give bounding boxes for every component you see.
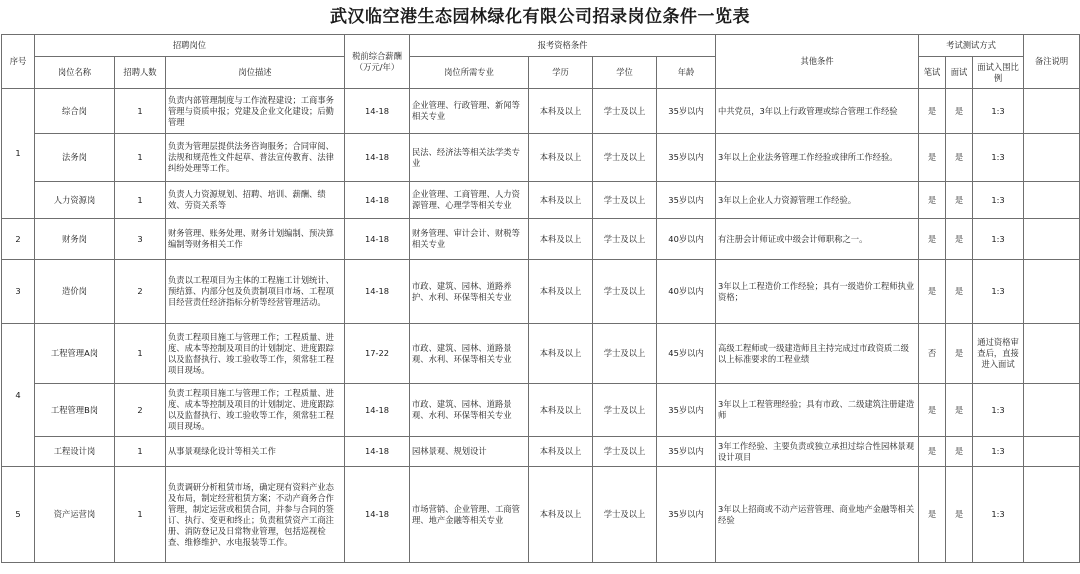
major-cell: 市政、建筑、园林、道路景观、水利、环保等相关专业 — [410, 324, 529, 384]
education-cell: 本科及以上 — [529, 324, 593, 384]
header-post-desc: 岗位描述 — [166, 57, 345, 89]
written-cell: 是 — [919, 437, 946, 467]
degree-cell: 学士及以上 — [593, 134, 657, 182]
written-cell: 是 — [919, 89, 946, 134]
recruit-count-cell: 1 — [115, 324, 166, 384]
remark-cell — [1024, 134, 1080, 182]
post-desc-cell: 负责内部管理制度与工作流程建设；工商事务管理与资质申报；党建及企业文化建设；后勤管理 — [166, 89, 345, 134]
header-row-1 — [2, 35, 1080, 57]
education-cell: 本科及以上 — [529, 467, 593, 563]
recruit-count-cell: 1 — [115, 467, 166, 563]
post-desc-cell: 负责调研分析租赁市场，确定现有资料产业态及布局，制定经营租赁方案；不动产商务合作管理，制定运营或租赁合同，并参与合同的签订、执行、变更和终止；负责租赁资产工商注册、消防登记及日常物业管理，包括巡视检查、维修维护、水电报装等工作。 — [166, 467, 345, 563]
remark-cell — [1024, 260, 1080, 324]
salary-cell: 14-18 — [345, 384, 410, 437]
post-desc-cell: 从事景观绿化设计等相关工作 — [166, 437, 345, 467]
remark-cell — [1024, 89, 1080, 134]
major-cell: 园林景观、规划设计 — [410, 437, 529, 467]
post-name-cell: 工程管理A岗 — [35, 324, 115, 384]
header-remark: 备注说明 — [1024, 35, 1080, 89]
other-cell: 3年以上企业人力资源管理工作经验。 — [716, 182, 919, 219]
interview-cell: 是 — [946, 260, 973, 324]
post-desc-cell: 负责人力资源规划、招聘、培训、薪酬、绩效、劳资关系等 — [166, 182, 345, 219]
salary-cell: 14-18 — [345, 260, 410, 324]
header-written: 笔试 — [919, 57, 946, 89]
remark-cell — [1024, 384, 1080, 437]
degree-cell: 学士及以上 — [593, 219, 657, 260]
other-cell: 3年以上工程管理经验；具有市政、二级建筑注册建造师 — [716, 384, 919, 437]
ratio-cell: 1:3 — [973, 384, 1024, 437]
header-major: 岗位所需专业 — [410, 57, 529, 89]
post-desc-cell: 负责以工程项目为主体的工程施工计划统计、预结算、内部分包及负责制项目市场、工程项目经营责任经济指标分析等经营管理活动。 — [166, 260, 345, 324]
major-cell: 民法、经济法等相关法学类专业 — [410, 134, 529, 182]
age-cell: 35岁以内 — [657, 437, 716, 467]
salary-cell: 14-18 — [345, 467, 410, 563]
header-salary: 税前综合薪酬（万元/年） — [345, 35, 410, 89]
major-cell: 企业管理、工商管理、人力资源管理、心理学等相关专业 — [410, 182, 529, 219]
education-cell: 本科及以上 — [529, 384, 593, 437]
seq-cell: 5 — [2, 467, 35, 563]
remark-cell — [1024, 219, 1080, 260]
written-cell: 是 — [919, 219, 946, 260]
table-row — [2, 384, 1080, 437]
ratio-cell: 1:3 — [973, 134, 1024, 182]
degree-cell: 学士及以上 — [593, 260, 657, 324]
post-name-cell: 资产运营岗 — [35, 467, 115, 563]
major-cell: 企业管理、行政管理、新闻等相关专业 — [410, 89, 529, 134]
ratio-cell: 1:3 — [973, 260, 1024, 324]
table-row — [2, 467, 1080, 563]
post-name-cell: 人力资源岗 — [35, 182, 115, 219]
age-cell: 35岁以内 — [657, 134, 716, 182]
header-recruit-count: 招聘人数 — [115, 57, 166, 89]
header-ratio: 面试入围比例 — [973, 57, 1024, 89]
recruit-count-cell: 3 — [115, 219, 166, 260]
table-row — [2, 134, 1080, 182]
ratio-cell: 1:3 — [973, 467, 1024, 563]
salary-cell: 14-18 — [345, 219, 410, 260]
age-cell: 40岁以内 — [657, 219, 716, 260]
header-recruit-group: 招聘岗位 — [35, 35, 345, 57]
major-cell: 市政、建筑、园林、道路养护、水利、环保等相关专业 — [410, 260, 529, 324]
other-cell: 3年工作经验、主要负责或独立承担过综合性园林景观设计项目 — [716, 437, 919, 467]
major-cell: 财务管理、审计会计、财税等相关专业 — [410, 219, 529, 260]
seq-cell: 4 — [2, 324, 35, 467]
post-name-cell: 法务岗 — [35, 134, 115, 182]
ratio-cell: 1:3 — [973, 89, 1024, 134]
education-cell: 本科及以上 — [529, 437, 593, 467]
age-cell: 40岁以内 — [657, 260, 716, 324]
other-cell: 高级工程师或一级建造师且主持完成过市政资质二级以上标准要求的工程业绩 — [716, 324, 919, 384]
post-desc-cell: 负责工程项目施工与管理工作；工程质量、进度、成本等控制及项目的计划制定、进度跟踪以及监督执行、竣工验收等工作，须常驻工程项目现场。 — [166, 324, 345, 384]
written-cell: 是 — [919, 182, 946, 219]
education-cell: 本科及以上 — [529, 260, 593, 324]
interview-cell: 是 — [946, 219, 973, 260]
seq-cell: 3 — [2, 260, 35, 324]
header-qual-group: 报考资格条件 — [410, 35, 716, 57]
post-name-cell: 综合岗 — [35, 89, 115, 134]
recruitment-table — [1, 34, 1080, 563]
interview-cell: 是 — [946, 89, 973, 134]
post-desc-cell: 负责为管理层提供法务咨询服务；合同审阅、法规和规范性文件起草、普法宣传教育、法律纠纷处理等工作。 — [166, 134, 345, 182]
major-cell: 市政、建筑、园林、道路景观、水利、环保等相关专业 — [410, 384, 529, 437]
recruit-count-cell: 1 — [115, 89, 166, 134]
header-post-name: 岗位名称 — [35, 57, 115, 89]
header-interview: 面试 — [946, 57, 973, 89]
written-cell: 是 — [919, 134, 946, 182]
other-cell: 3年以上招商或不动产运营管理、商业地产金融等相关经验 — [716, 467, 919, 563]
page-title: 武汉临空港生态园林绿化有限公司招录岗位条件一览表 — [330, 7, 750, 27]
header-row-2 — [2, 57, 1080, 89]
table-row — [2, 324, 1080, 384]
degree-cell: 学士及以上 — [593, 437, 657, 467]
degree-cell: 学士及以上 — [593, 324, 657, 384]
age-cell: 35岁以内 — [657, 182, 716, 219]
ratio-cell: 1:3 — [973, 182, 1024, 219]
post-desc-cell: 财务管理、账务处理、财务计划编制、预决算编制等财务相关工作 — [166, 219, 345, 260]
ratio-cell: 1:3 — [973, 437, 1024, 467]
education-cell: 本科及以上 — [529, 134, 593, 182]
age-cell: 35岁以内 — [657, 384, 716, 437]
education-cell: 本科及以上 — [529, 219, 593, 260]
post-name-cell: 财务岗 — [35, 219, 115, 260]
seq-cell: 1 — [2, 89, 35, 219]
header-education: 学历 — [529, 57, 593, 89]
remark-cell — [1024, 324, 1080, 384]
interview-cell: 是 — [946, 182, 973, 219]
table-row — [2, 89, 1080, 134]
recruit-count-cell: 1 — [115, 182, 166, 219]
written-cell: 否 — [919, 324, 946, 384]
remark-cell — [1024, 437, 1080, 467]
degree-cell: 学士及以上 — [593, 89, 657, 134]
written-cell: 是 — [919, 467, 946, 563]
other-cell: 有注册会计师证或中级会计师职称之一。 — [716, 219, 919, 260]
ratio-cell: 通过资格审查后，直接进入面试 — [973, 324, 1024, 384]
salary-cell: 14-18 — [345, 437, 410, 467]
table-row — [2, 219, 1080, 260]
post-name-cell: 造价岗 — [35, 260, 115, 324]
degree-cell: 学士及以上 — [593, 182, 657, 219]
table-row — [2, 182, 1080, 219]
recruit-count-cell: 2 — [115, 384, 166, 437]
table-row — [2, 437, 1080, 467]
interview-cell: 是 — [946, 134, 973, 182]
interview-cell: 是 — [946, 437, 973, 467]
recruit-count-cell: 1 — [115, 437, 166, 467]
major-cell: 市场营销、企业管理、工商管理、地产金融等相关专业 — [410, 467, 529, 563]
ratio-cell: 1:3 — [973, 219, 1024, 260]
post-name-cell: 工程管理B岗 — [35, 384, 115, 437]
degree-cell: 学士及以上 — [593, 384, 657, 437]
post-desc-cell: 负责工程项目施工与管理工作；工程质量、进度、成本等控制及项目的计划制定、进度跟踪以及监督执行、竣工验收等工作，须常驻工程项目现场。 — [166, 384, 345, 437]
post-name-cell: 工程设计岗 — [35, 437, 115, 467]
header-degree: 学位 — [593, 57, 657, 89]
seq-cell: 2 — [2, 219, 35, 260]
interview-cell: 是 — [946, 384, 973, 437]
other-cell: 3年以上工程造价工作经验；具有一级造价工程师执业资格； — [716, 260, 919, 324]
education-cell: 本科及以上 — [529, 182, 593, 219]
age-cell: 35岁以内 — [657, 467, 716, 563]
age-cell: 45岁以内 — [657, 324, 716, 384]
interview-cell: 是 — [946, 324, 973, 384]
recruit-count-cell: 1 — [115, 134, 166, 182]
remark-cell — [1024, 182, 1080, 219]
header-other: 其他条件 — [716, 35, 919, 89]
salary-cell: 14-18 — [345, 89, 410, 134]
degree-cell: 学士及以上 — [593, 467, 657, 563]
interview-cell: 是 — [946, 467, 973, 563]
other-cell: 中共党员，3年以上行政管理或综合管理工作经验 — [716, 89, 919, 134]
header-age: 年龄 — [657, 57, 716, 89]
salary-cell: 17-22 — [345, 324, 410, 384]
remark-cell — [1024, 467, 1080, 563]
other-cell: 3年以上企业法务管理工作经验或律所工作经验。 — [716, 134, 919, 182]
header-seq: 序号 — [2, 35, 35, 89]
header-exam-group: 考试测试方式 — [919, 35, 1024, 57]
written-cell: 是 — [919, 384, 946, 437]
written-cell: 是 — [919, 260, 946, 324]
age-cell: 35岁以内 — [657, 89, 716, 134]
recruit-count-cell: 2 — [115, 260, 166, 324]
table-row — [2, 260, 1080, 324]
salary-cell: 14-18 — [345, 182, 410, 219]
salary-cell: 14-18 — [345, 134, 410, 182]
education-cell: 本科及以上 — [529, 89, 593, 134]
